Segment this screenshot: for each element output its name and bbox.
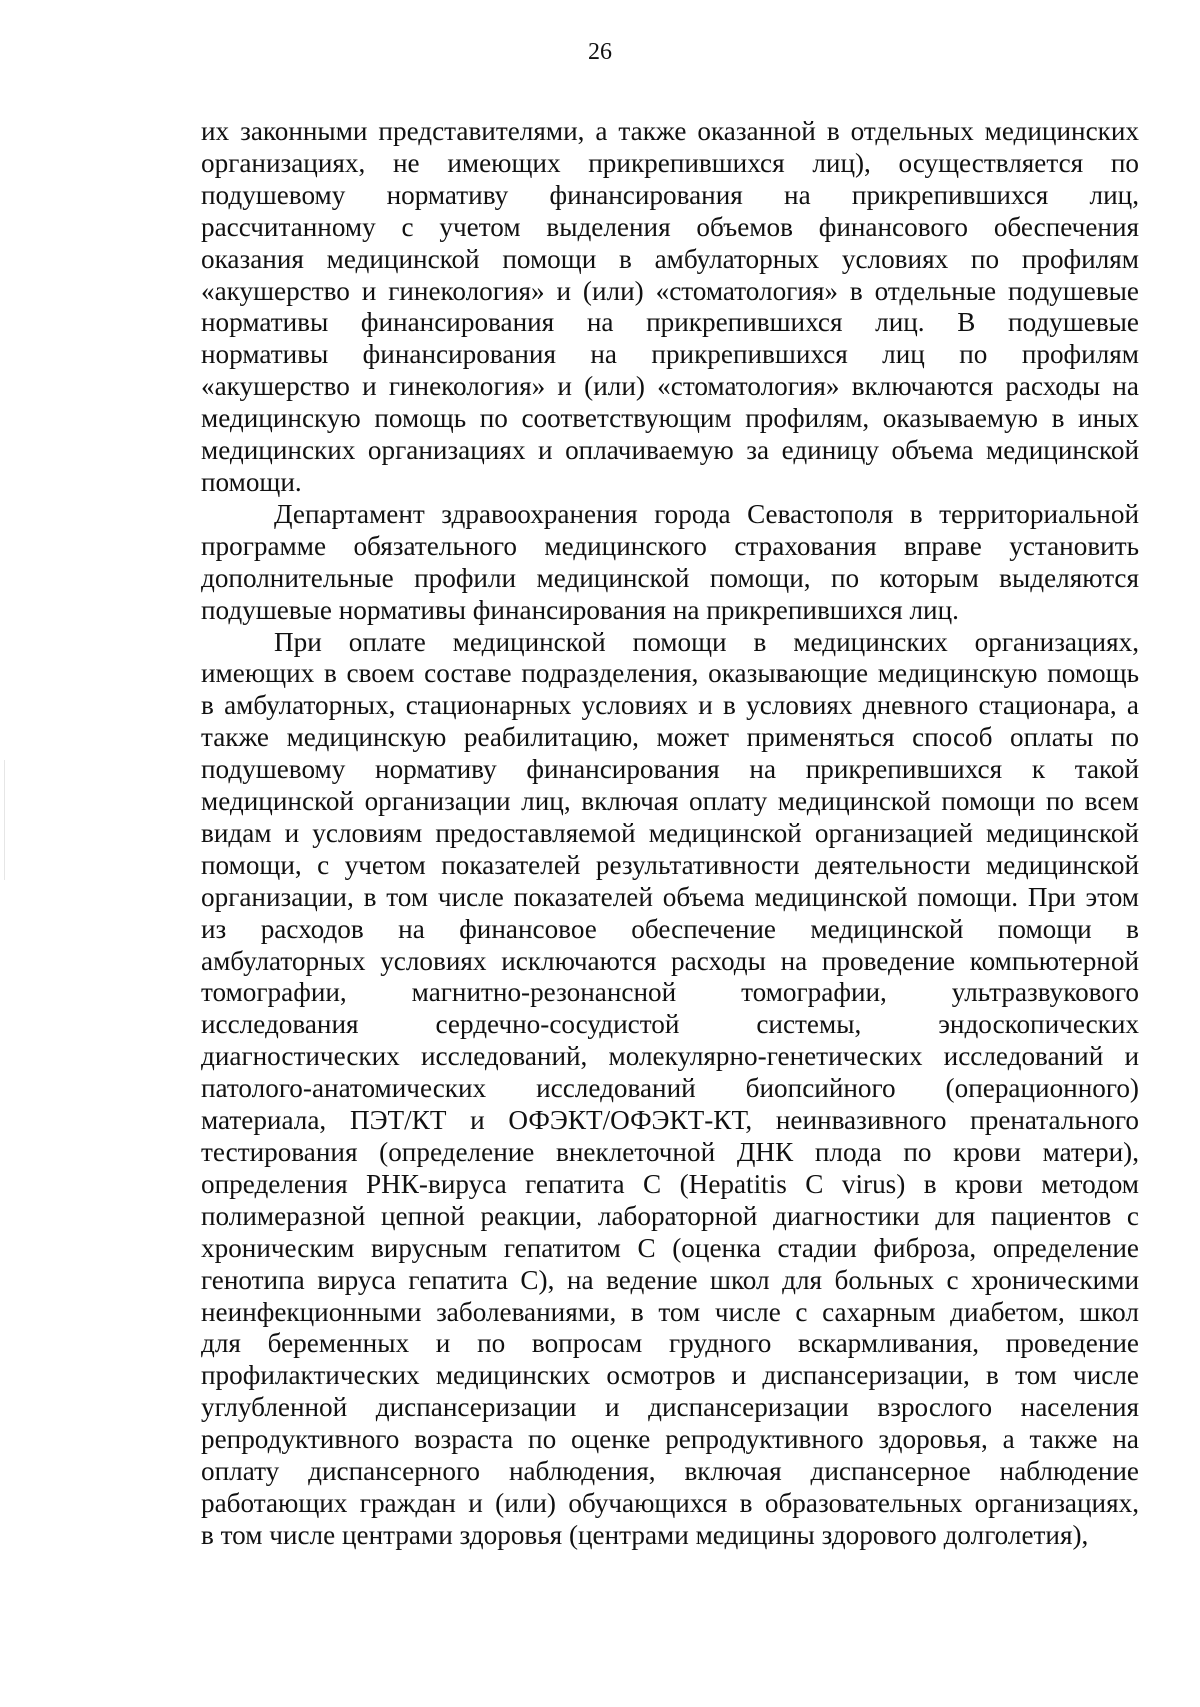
text-line: При оплате медицинской помощи в медицинских организациях, [274, 626, 1139, 657]
text-line: рассчитанному с учетом выделения объемов финансового обеспечения [201, 211, 1139, 242]
text-line: их законными представителями, а также оказанной в отдельных медицинских [201, 116, 1139, 146]
text-line: «акушерство и гинекология» и (или) «стоматология» в отдельные подушевые [201, 275, 1139, 306]
text-line: нормативы финансирования на прикрепившихся лиц. В подушевые [201, 307, 1139, 338]
text-line: диагностических исследований, молекулярно-генетических исследований и [201, 1041, 1139, 1072]
text-line: программе обязательного медицинского страхования вправе установить [201, 530, 1139, 561]
text-line: работающих граждан и (или) обучающихся в образовательных организациях, [201, 1487, 1139, 1518]
text-line: нормативы финансирования на прикрепившихся лиц по профилям [201, 339, 1139, 370]
text-line: медицинских организациях и оплачиваемую за единицу объема медицинской [201, 435, 1139, 466]
text-line: организациях, не имеющих прикрепившихся лиц), осуществляется по [201, 147, 1139, 178]
text-line: полимеразной цепной реакции, лабораторной диагностики для пациентов с [201, 1200, 1139, 1231]
page-number: 26 [588, 39, 612, 65]
text-line: «акушерство и гинекология» и (или) «стоматология» включаются расходы на [201, 371, 1139, 402]
text-line: подушевому нормативу финансирования на прикрепившихся к такой [201, 754, 1139, 785]
text-line: помощи, с учетом показателей результативности деятельности медицинской [201, 849, 1139, 880]
paragraph [201, 499, 1139, 627]
text-line: Департамент здравоохранения города Севастополя в территориальной [274, 498, 1139, 529]
paragraph [201, 116, 1139, 499]
text-line: патолого-анатомических исследований биопсийного (операционного) [201, 1073, 1139, 1104]
text-line: в амбулаторных, стационарных условиях и в условиях дневного стационара, а [201, 690, 1139, 721]
text-line: углубленной диспансеризации и диспансеризации взрослого населения [201, 1392, 1139, 1423]
text-line: организации, в том числе показателей объема медицинской помощи. При этом [201, 881, 1139, 912]
text-line: тестирования (определение внеклеточной ДНК плода по крови матери), [201, 1137, 1139, 1167]
text-line: медицинской организации лиц, включая оплату медицинской помощи по всем [201, 786, 1139, 817]
document-body [201, 116, 1139, 1552]
text-line: профилактических медицинских осмотров и диспансеризации, в том числе [201, 1360, 1139, 1391]
text-line: подушевому нормативу финансирования на прикрепившихся лиц, [201, 179, 1139, 210]
text-line: томографии, магнитно-резонансной томографии, ультразвукового [201, 977, 1139, 1008]
text-line: видам и условиям предоставляемой медицинской организацией медицинской [201, 817, 1139, 848]
text-line: дополнительные профили медицинской помощи, по которым выделяются [201, 562, 1139, 593]
text-line: репродуктивного возраста по оценке репродуктивного здоровья, а также на [201, 1424, 1139, 1455]
text-line: помощи. [201, 466, 302, 497]
scan-edge-mark [4, 760, 5, 880]
text-line: также медицинскую реабилитацию, может применяться способ оплаты по [201, 722, 1139, 753]
text-line: медицинскую помощь по соответствующим профилям, оказываемую в иных [201, 403, 1139, 434]
text-line: определения РНК-вируса гепатита С (Hepatitis С virus) в крови методом [201, 1168, 1139, 1199]
text-line: в том числе центрами здоровья (центрами медицины здорового долголетия), [201, 1519, 1089, 1550]
text-line: оказания медицинской помощи в амбулаторных условиях по профилям [201, 243, 1139, 274]
text-line: из расходов на финансовое обеспечение медицинской помощи в [201, 913, 1139, 944]
text-line: подушевые нормативы финансирования на прикрепившихся лиц. [201, 594, 959, 625]
text-line: для беременных и по вопросам грудного вскармливания, проведение [201, 1328, 1139, 1359]
text-line: хроническим вирусным гепатитом С (оценка стадии фиброза, определение [201, 1232, 1139, 1263]
text-line: исследования сердечно-сосудистой системы, эндоскопических [201, 1009, 1139, 1040]
text-line: оплату диспансерного наблюдения, включая диспансерное наблюдение [201, 1456, 1139, 1487]
text-line: амбулаторных условиях исключаются расходы на проведение компьютерной [201, 945, 1139, 976]
text-line: материала, ПЭТ/КТ и ОФЭКТ/ОФЭКТ-КТ, неинвазивного пренатального [201, 1105, 1139, 1136]
text-line: генотипа вируса гепатита С), на ведение школ для больных с хроническими [201, 1264, 1139, 1295]
paragraph [201, 627, 1139, 1552]
text-line: неинфекционными заболеваниями, в том числе с сахарным диабетом, школ [201, 1296, 1139, 1327]
text-line: имеющих в своем составе подразделения, оказывающие медицинскую помощь [201, 658, 1139, 689]
